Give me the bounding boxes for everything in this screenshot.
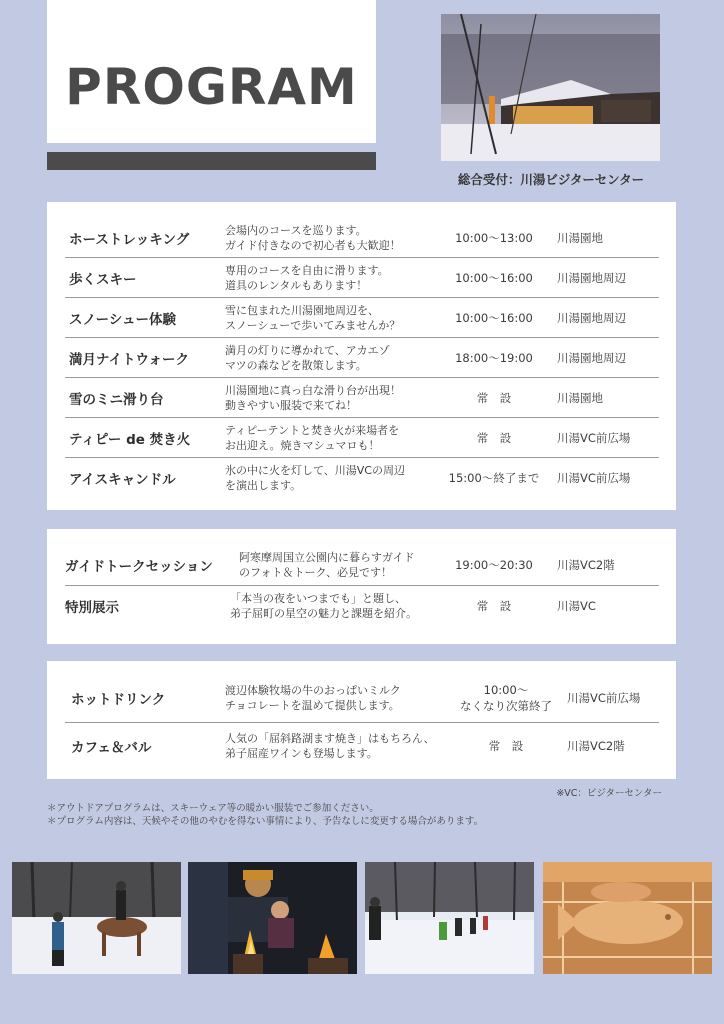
table-row xyxy=(65,458,659,497)
table-row xyxy=(65,545,659,586)
program-description: 川湯園地に真っ白な滑り台が出現！ 動きやすい服装で来てね！ xyxy=(225,383,401,412)
program-place: 川湯VC前広場 xyxy=(567,690,641,705)
program-name: 雪のミニ滑り台 xyxy=(69,391,164,408)
program-description: 会場内のコースを巡ります。 ガイド付きなので初心者も大歓迎！ xyxy=(225,223,401,252)
program-name: ガイドトークセッション xyxy=(65,559,213,575)
program-place: 川湯園地 xyxy=(557,230,603,245)
program-name: 特別展示 xyxy=(65,600,119,616)
program-description: 雪に包まれた川湯園地周辺を、 スノーシューで歩いてみませんか？ xyxy=(225,303,401,332)
table-row xyxy=(65,298,659,338)
program-panel-food xyxy=(47,661,676,779)
program-place: 川湯園地 xyxy=(557,390,603,405)
table-row xyxy=(65,673,659,723)
program-description: 専用のコースを自由に滑ります。 道具のレンタルもあります！ xyxy=(225,263,389,292)
visitor-center-photo xyxy=(441,14,660,161)
table-row xyxy=(65,586,659,626)
program-time: 常 設 xyxy=(488,739,524,753)
title-underline-bar xyxy=(47,152,376,170)
program-place: 川湯VC前広場 xyxy=(557,470,631,485)
vc-footnote: ※VC：ビジターセンター xyxy=(556,788,662,799)
program-place: 川湯VC2階 xyxy=(557,558,615,572)
program-time: 10:00〜 なくなり次第終了 xyxy=(460,682,552,713)
program-time: 10:00〜16:00 xyxy=(455,270,533,285)
fish-cake-photo xyxy=(543,862,712,974)
program-name: アイスキャンドル xyxy=(69,471,176,488)
program-description: 阿寒摩周国立公園内に暮らすガイド のフォト＆トーク、必見です！ xyxy=(239,551,415,579)
program-time: 10:00〜13:00 xyxy=(455,230,533,245)
table-row xyxy=(65,723,659,769)
skiing-photo xyxy=(365,862,534,974)
program-time: 10:00〜16:00 xyxy=(455,310,533,325)
program-description: 氷の中に火を灯して、川湯VCの周辺 を演出します。 xyxy=(225,463,405,492)
horse-trekking-photo xyxy=(12,862,181,974)
program-name: ティピー de 焚き火 xyxy=(69,431,191,448)
note-line: ＊アウトドアプログラムは、スキーウェア等の暖かい服装でご参加ください。 xyxy=(47,803,379,814)
program-description: 「本当の夜をいつまでも」と題し、 弟子屈町の星空の魅力と課題を紹介。 xyxy=(230,592,417,620)
program-place: 川湯VC2階 xyxy=(567,739,625,753)
program-place: 川湯園地周辺 xyxy=(557,270,626,285)
program-place: 川湯園地周辺 xyxy=(557,350,626,365)
program-place: 川湯園地周辺 xyxy=(557,310,626,325)
program-panel-indoor xyxy=(47,529,676,644)
program-place: 川湯VC前広場 xyxy=(557,430,631,445)
program-description: 満月の灯りに導かれて、アカエゾ マツの森などを散策します。 xyxy=(225,343,390,372)
table-row xyxy=(65,378,659,418)
program-name: ホーストレッキング xyxy=(69,231,190,248)
program-name: カフェ＆バル xyxy=(71,740,152,756)
program-time: 19:00〜20:30 xyxy=(455,558,533,572)
program-name: 歩くスキー xyxy=(69,271,137,288)
title-box xyxy=(47,0,376,143)
note-line: ＊プログラム内容は、天候やその他のやむを得ない事情により、予告なしに変更する場合があります。 xyxy=(47,816,484,827)
program-time: 常 設 xyxy=(476,430,512,445)
program-description: ティピーテントと焚き火が来場者を お出迎え。焼きマシュマロも！ xyxy=(225,423,400,452)
program-place: 川湯VC xyxy=(557,599,596,613)
program-time: 常 設 xyxy=(476,599,512,613)
program-description: 人気の「屈斜路湖ます焼き」はもちろん、 弟子屈産ワインも登場します。 xyxy=(225,732,435,760)
program-time: 15:00〜終了まで xyxy=(448,470,540,485)
program-time: 18:00〜19:00 xyxy=(455,350,533,365)
program-name: ホットドリンク xyxy=(71,691,166,708)
page-title: PROGRAM xyxy=(65,58,358,116)
program-description: 渡辺体験牧場の牛のおっぱいミルク チョコレートを温めて提供します。 xyxy=(225,683,401,712)
program-time: 常 設 xyxy=(476,390,512,405)
table-row xyxy=(65,258,659,298)
program-name: スノーシュー体験 xyxy=(69,311,177,328)
reception-label: 総合受付：川湯ビジターセンター xyxy=(457,172,645,187)
table-row xyxy=(65,338,659,378)
campfire-photo xyxy=(188,862,357,974)
table-row xyxy=(65,418,659,458)
table-row xyxy=(65,218,659,258)
program-panel-outdoor xyxy=(47,202,676,510)
notes xyxy=(47,802,483,828)
program-name: 満月ナイトウォーク xyxy=(69,351,190,368)
